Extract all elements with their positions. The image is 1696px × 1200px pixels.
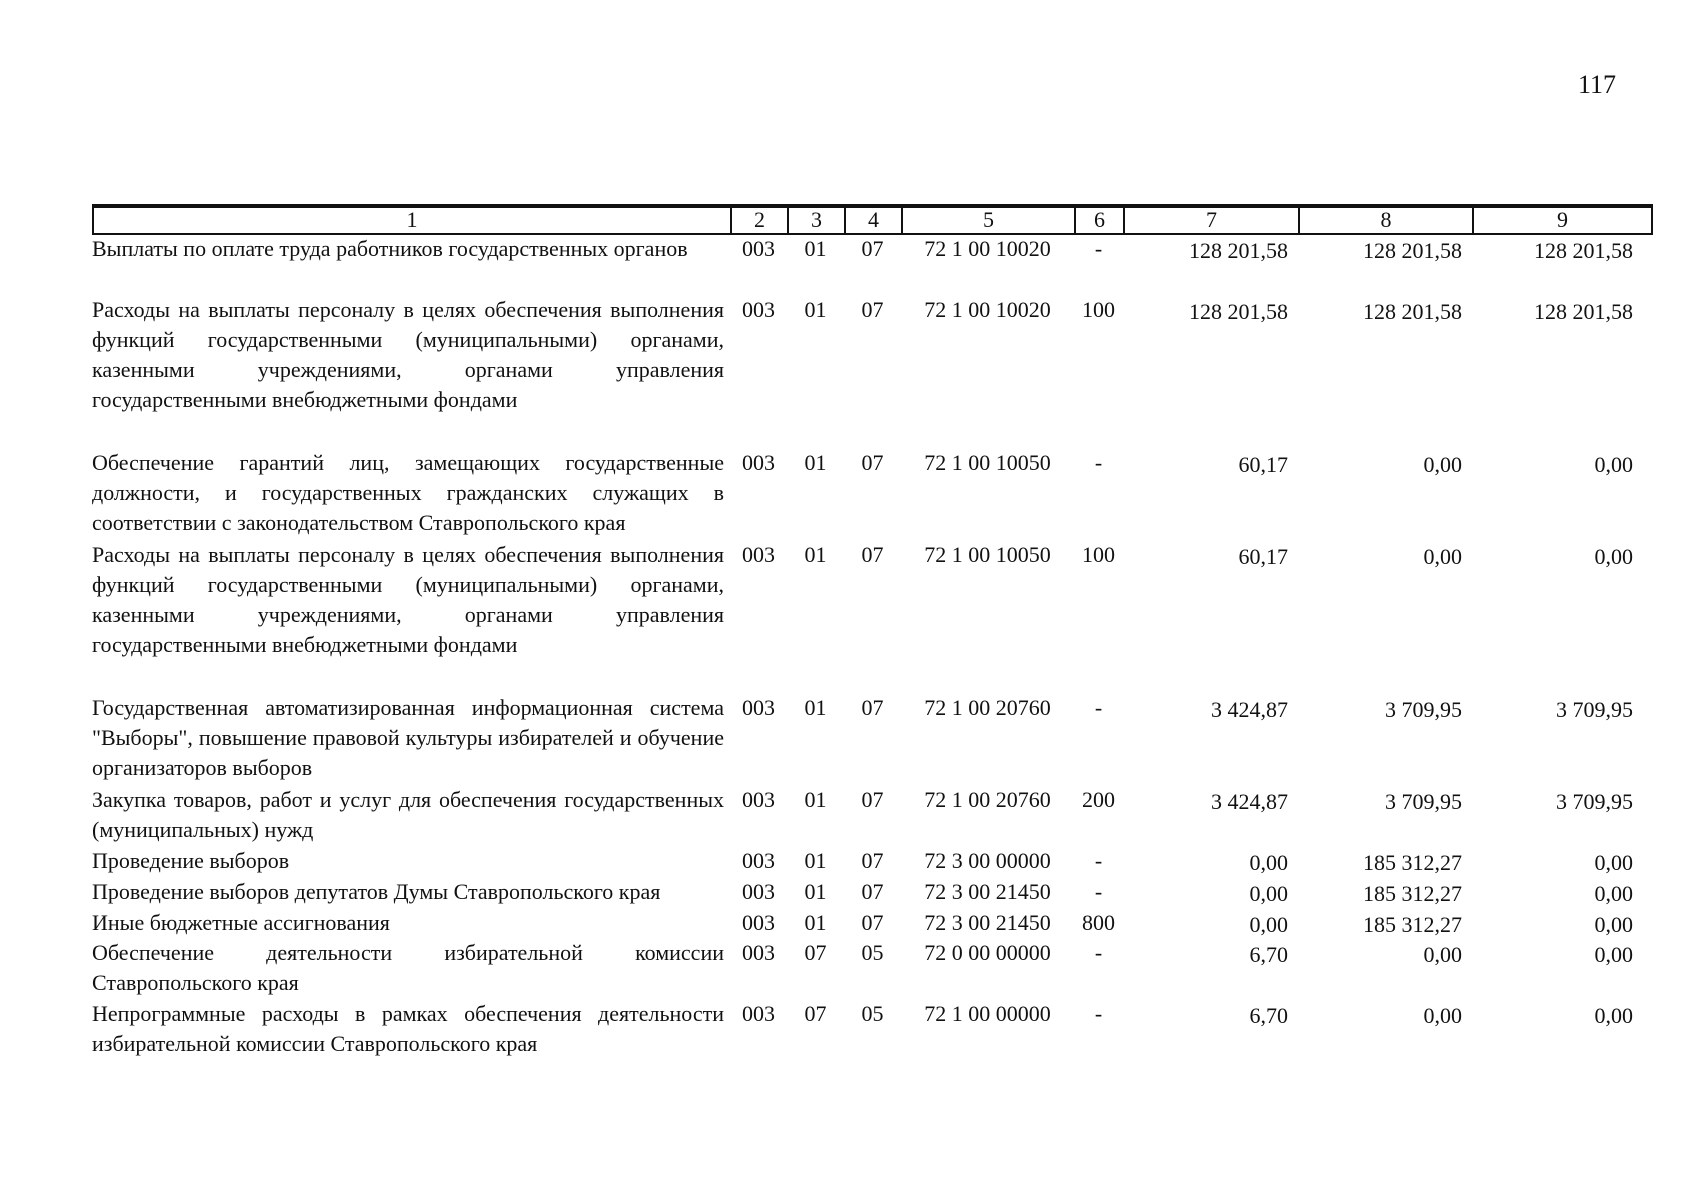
- row-description: Закупка товаров, работ и услуг для обеспечения государственных (муниципальных) нужд: [92, 787, 724, 842]
- header-col-4: 4: [844, 204, 901, 235]
- row-col-8: 3 709,95: [1385, 789, 1462, 814]
- row-col-6: -: [1094, 940, 1103, 965]
- row-col-8: 128 201,58: [1363, 299, 1462, 324]
- header-col-2: 2: [730, 204, 787, 235]
- header-col-5: 5: [901, 204, 1074, 235]
- table-row: [92, 540, 1653, 660]
- row-description: Проведение выборов: [92, 848, 290, 873]
- row-col-5: 72 3 00 21450: [924, 910, 1051, 935]
- row-col-3: 01: [804, 695, 827, 720]
- row-description: Расходы на выплаты персоналу в целях обеспечения выполнения функций государственными (муниципальными) органами, казенными учреждениями, органами управления государственными внебюджетными фондами: [92, 297, 724, 412]
- row-col-7: 0,00: [1249, 881, 1288, 906]
- row-col-8: 0,00: [1423, 452, 1462, 477]
- row-col-5: 72 1 00 10020: [924, 297, 1051, 322]
- row-col-9: 0,00: [1594, 1003, 1633, 1028]
- row-col-3: 01: [804, 450, 827, 475]
- row-col-6: 100: [1082, 297, 1115, 322]
- table-row: [92, 938, 1653, 998]
- row-col-3: 01: [804, 297, 827, 322]
- row-col-3: 01: [804, 910, 827, 935]
- row-description: Выплаты по оплате труда работников государственных органов: [92, 236, 688, 261]
- row-col-3: 07: [804, 1001, 827, 1026]
- header-col-6: 6: [1074, 204, 1123, 235]
- row-col-6: 800: [1082, 910, 1115, 935]
- row-description: Государственная автоматизированная информационная система "Выборы", повышение правовой культуры избирателей и обучение организаторов выборов: [92, 695, 724, 780]
- table-row: [92, 295, 1653, 415]
- row-col-7: 3 424,87: [1211, 697, 1288, 722]
- table-row: [92, 877, 1653, 909]
- row-description: Проведение выборов депутатов Думы Ставропольского края: [92, 879, 661, 904]
- table-row: [92, 693, 1653, 783]
- row-col-2: 003: [742, 236, 775, 261]
- row-col-2: 003: [742, 1001, 775, 1026]
- row-col-7: 128 201,58: [1189, 238, 1288, 263]
- row-description: Иные бюджетные ассигнования: [92, 910, 390, 935]
- table-row: [92, 448, 1653, 538]
- header-col-7: 7: [1123, 204, 1298, 235]
- row-col-3: 07: [804, 940, 827, 965]
- row-col-4: 07: [861, 542, 884, 567]
- row-col-9: 3 709,95: [1556, 789, 1633, 814]
- row-col-5: 72 1 00 10050: [924, 542, 1051, 567]
- row-col-4: 07: [861, 297, 884, 322]
- row-description: Обеспечение гарантий лиц, замещающих государственные должности, и государственных гражданских служащих в соответствии с законодательством Ставропольского края: [92, 450, 724, 535]
- row-col-2: 003: [742, 450, 775, 475]
- row-col-2: 003: [742, 848, 775, 873]
- row-description: Обеспечение деятельности избирательной комиссии Ставропольского края: [92, 940, 724, 995]
- row-description: Расходы на выплаты персоналу в целях обеспечения выполнения функций государственными (муниципальными) органами, казенными учреждениями, органами управления государственными внебюджетными фондами: [92, 542, 724, 657]
- row-col-7: 128 201,58: [1189, 299, 1288, 324]
- row-col-6: -: [1094, 450, 1103, 475]
- row-col-4: 07: [861, 848, 884, 873]
- row-col-9: 0,00: [1594, 452, 1633, 477]
- row-col-8: 128 201,58: [1363, 238, 1462, 263]
- header-col-9: 9: [1472, 204, 1653, 235]
- row-col-6: -: [1094, 695, 1103, 720]
- row-col-9: 0,00: [1594, 942, 1633, 967]
- row-col-3: 01: [804, 848, 827, 873]
- row-col-2: 003: [742, 787, 775, 812]
- row-col-4: 07: [861, 910, 884, 935]
- row-col-6: 100: [1082, 542, 1115, 567]
- row-col-4: 05: [861, 940, 884, 965]
- row-col-6: 200: [1082, 787, 1115, 812]
- table-header: [92, 204, 1653, 233]
- row-col-9: 0,00: [1594, 544, 1633, 569]
- row-col-6: -: [1094, 848, 1103, 873]
- row-col-2: 003: [742, 297, 775, 322]
- row-col-4: 07: [861, 695, 884, 720]
- row-col-3: 01: [804, 879, 827, 904]
- row-col-8: 0,00: [1423, 1003, 1462, 1028]
- row-col-9: 128 201,58: [1534, 299, 1633, 324]
- row-col-7: 0,00: [1249, 850, 1288, 875]
- row-col-8: 185 312,27: [1363, 850, 1462, 875]
- row-col-2: 003: [742, 695, 775, 720]
- row-col-3: 01: [804, 542, 827, 567]
- row-col-5: 72 0 00 00000: [924, 940, 1051, 965]
- row-col-5: 72 3 00 00000: [924, 848, 1051, 873]
- row-col-7: 60,17: [1238, 544, 1288, 569]
- row-col-9: 0,00: [1594, 881, 1633, 906]
- row-col-4: 05: [861, 1001, 884, 1026]
- row-col-4: 07: [861, 450, 884, 475]
- row-col-6: -: [1094, 879, 1103, 904]
- header-col-1: 1: [92, 204, 730, 235]
- row-col-9: 3 709,95: [1556, 697, 1633, 722]
- row-col-7: 6,70: [1249, 942, 1288, 967]
- row-col-4: 07: [861, 879, 884, 904]
- row-col-6: -: [1094, 236, 1103, 261]
- page-number: 117: [1578, 70, 1617, 99]
- row-col-8: 185 312,27: [1363, 912, 1462, 937]
- table-row: [92, 908, 1653, 940]
- table-row: [92, 846, 1653, 878]
- header-col-8: 8: [1298, 204, 1472, 235]
- row-col-4: 07: [861, 236, 884, 261]
- row-col-5: 72 1 00 20760: [924, 787, 1051, 812]
- header-col-3: 3: [787, 204, 844, 235]
- row-col-2: 003: [742, 910, 775, 935]
- row-col-8: 0,00: [1423, 544, 1462, 569]
- row-col-8: 3 709,95: [1385, 697, 1462, 722]
- row-col-3: 01: [804, 787, 827, 812]
- row-col-7: 0,00: [1249, 912, 1288, 937]
- row-col-3: 01: [804, 236, 827, 261]
- row-col-7: 3 424,87: [1211, 789, 1288, 814]
- row-col-9: 0,00: [1594, 912, 1633, 937]
- row-col-2: 003: [742, 940, 775, 965]
- row-col-5: 72 1 00 10050: [924, 450, 1051, 475]
- row-col-9: 0,00: [1594, 850, 1633, 875]
- row-col-8: 185 312,27: [1363, 881, 1462, 906]
- row-col-5: 72 1 00 00000: [924, 1001, 1051, 1026]
- row-col-6: -: [1094, 1001, 1103, 1026]
- row-col-2: 003: [742, 879, 775, 904]
- table-row: [92, 999, 1653, 1059]
- row-col-4: 07: [861, 787, 884, 812]
- row-description: Непрограммные расходы в рамках обеспечения деятельности избирательной комиссии Ставропольского края: [92, 1001, 724, 1056]
- row-col-5: 72 1 00 10020: [924, 236, 1051, 261]
- row-col-8: 0,00: [1423, 942, 1462, 967]
- row-col-7: 60,17: [1238, 452, 1288, 477]
- row-col-2: 003: [742, 542, 775, 567]
- row-col-9: 128 201,58: [1534, 238, 1633, 263]
- row-col-5: 72 3 00 21450: [924, 879, 1051, 904]
- row-col-7: 6,70: [1249, 1003, 1288, 1028]
- table-row: [92, 785, 1653, 845]
- row-col-5: 72 1 00 20760: [924, 695, 1051, 720]
- table-row: [92, 234, 1653, 266]
